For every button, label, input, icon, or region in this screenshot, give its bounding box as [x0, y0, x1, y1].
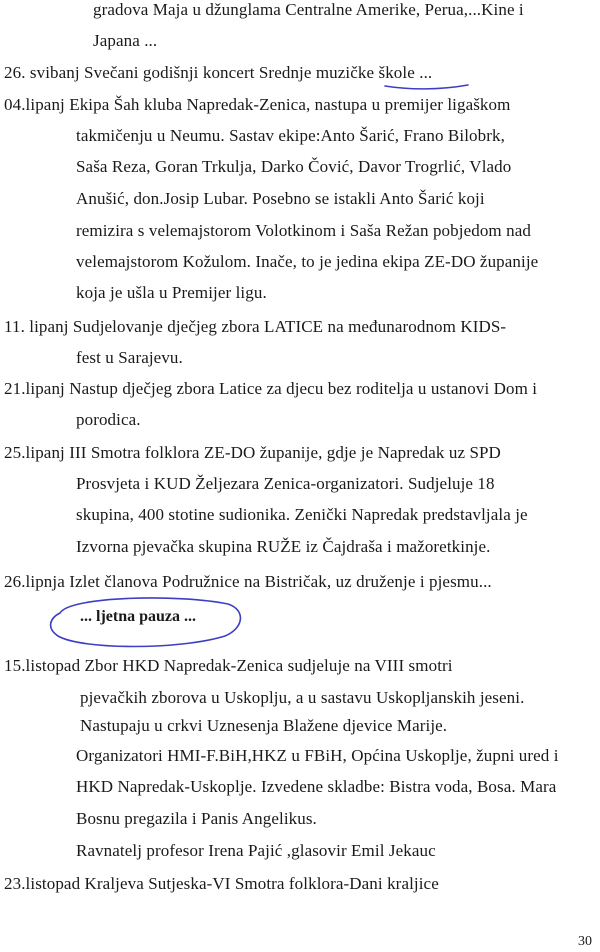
pen-underline — [385, 85, 468, 89]
entry-line: 25.lipanj III Smotra folklora ZE-DO županije, gdje je Napredak uz SPD — [4, 443, 501, 462]
text-line: Prosvjeta i KUD Željezara Zenica-organizatori. Sudjeluje 18 — [76, 474, 495, 493]
text-line: Japana ... — [93, 31, 158, 50]
text-line: Bosnu pregazila i Panis Angelikus. — [76, 809, 317, 828]
text-line: Organizatori HMI-F.BiH,HKZ u FBiH, Općina Uskoplje, župni ured i — [76, 746, 559, 765]
text-line: Izvorna pjevačka skupina RUŽE iz Čajdraša i mažoretkinje. — [76, 537, 491, 556]
entry-line: 26.lipnja Izlet članova Podružnice na Bistričak, uz druženje i pjesmu... — [4, 572, 492, 591]
text-line: skupina, 400 stotine sudionika. Zenički Napredak predstavljala je — [76, 505, 528, 524]
text-line: koja je ušla u Premijer ligu. — [76, 283, 267, 302]
text-line: remizira s velemajstorom Volotkinom i Saša Režan pobjedom nad — [76, 221, 531, 240]
text-line: takmičenju u Neumu. Sastav ekipe:Anto Šarić, Frano Bilobrk, — [76, 126, 505, 145]
text-line: Anušić, don.Josip Lubar. Posebno se istakli Anto Šarić koji — [76, 189, 485, 208]
entry-line: 23.listopad Kraljeva Sutjeska-VI Smotra folklora-Dani kraljice — [4, 874, 439, 893]
entry-line: 21.lipanj Nastup dječjeg zbora Latice za djecu bez roditelja u ustanovi Dom i — [4, 379, 538, 398]
text-line: Ravnatelj profesor Irena Pajić ,glasovir Emil Jekauc — [76, 841, 436, 860]
entry-line: 11. lipanj Sudjelovanje dječjeg zbora LATICE na međunarodnom KIDS- — [4, 317, 507, 336]
entry-line: 26. svibanj Svečani godišnji koncert Srednje muzičke škole ... — [4, 63, 433, 82]
text-line: velemajstorom Kožulom. Inače, to je jedina ekipa ZE-DO županije — [76, 252, 539, 271]
text-line: Nastupaju u crkvi Uznesenja Blažene djevice Marije. — [80, 716, 448, 735]
text-line: gradova Maja u džunglama Centralne Amerike, Perua,...Kine i — [93, 0, 524, 19]
handwritten-circled-note: ... ljetna pauza ... — [80, 608, 196, 625]
text-line: HKD Napredak-Uskoplje. Izvedene skladbe: Bistra voda, Bosa. Mara — [76, 777, 557, 796]
entry-line: 04.lipanj Ekipa Šah kluba Napredak-Zenica, nastupa u premijer ligaškom — [4, 95, 511, 114]
page-number: 30 — [578, 934, 592, 949]
text-line: pjevačkih zborova u Uskoplju, a u sastavu Uskopljanskih jeseni. — [80, 688, 525, 707]
text-line: fest u Sarajevu. — [76, 348, 183, 367]
text-line: Saša Reza, Goran Trkulja, Darko Čović, Davor Trogrlić, Vlado — [76, 157, 512, 176]
text-line: porodica. — [76, 410, 141, 429]
entry-line: 15.listopad Zbor HKD Napredak-Zenica sudjeluje na VIII smotri — [4, 656, 453, 675]
